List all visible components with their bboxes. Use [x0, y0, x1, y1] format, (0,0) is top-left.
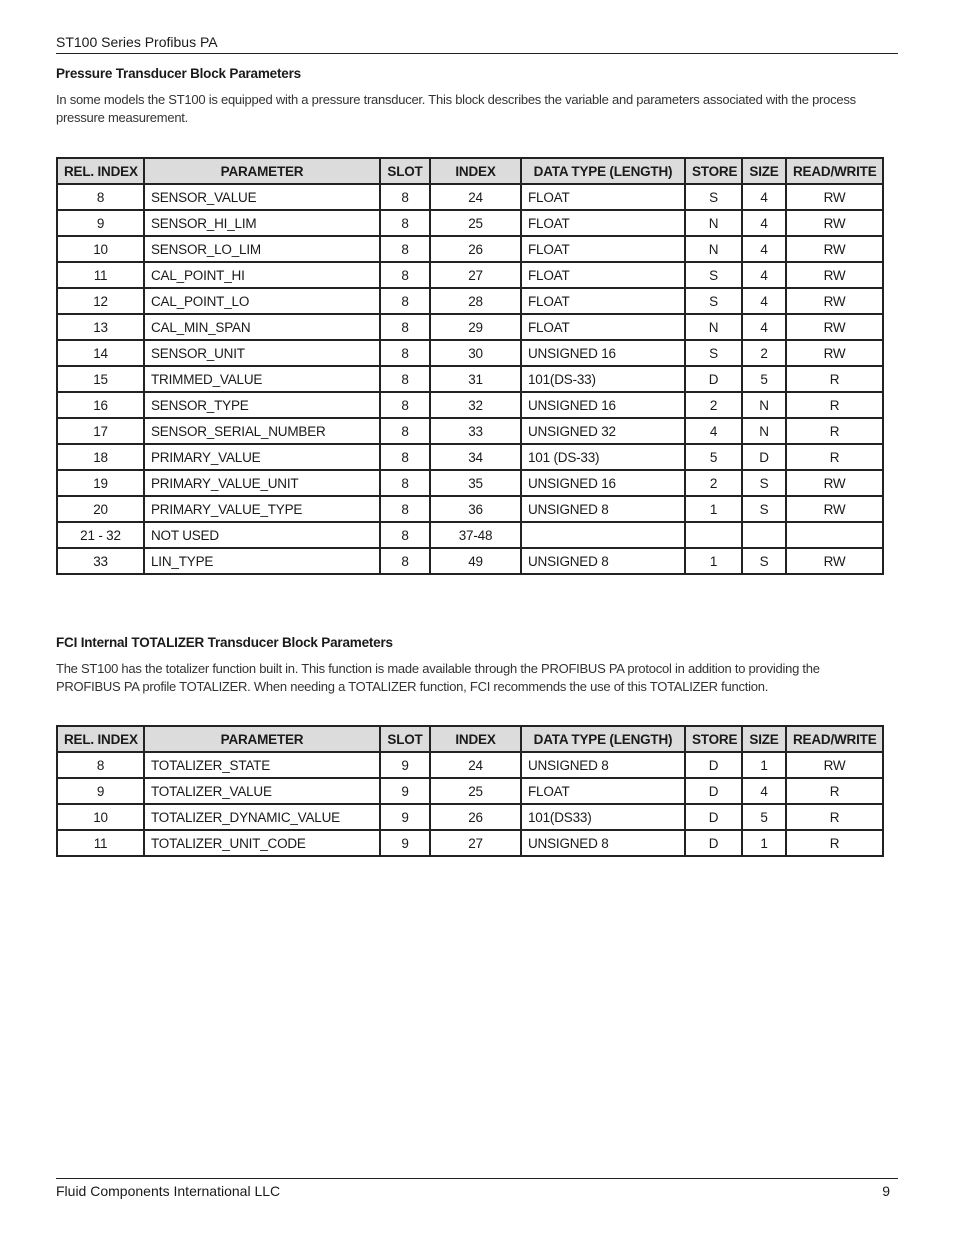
column-header-parameter: PARAMETER [144, 726, 380, 752]
cell-rel-index: 13 [57, 314, 144, 340]
cell-slot: 8 [380, 236, 430, 262]
cell-data-type: 101 (DS-33) [521, 444, 685, 470]
cell-store: N [685, 314, 742, 340]
cell-size: 4 [742, 778, 786, 804]
section-title-totalizer: FCI Internal TOTALIZER Transducer Block Parameters [56, 635, 393, 650]
cell-parameter: SENSOR_VALUE [144, 184, 380, 210]
cell-size: 1 [742, 830, 786, 856]
cell-rel-index: 8 [57, 752, 144, 778]
column-header-size: SIZE [742, 726, 786, 752]
cell-rel-index: 20 [57, 496, 144, 522]
table-row [57, 340, 883, 366]
cell-read-write: R [786, 418, 883, 444]
cell-size: 4 [742, 210, 786, 236]
column-header-read-write: READ/WRITE [786, 158, 883, 184]
cell-store: 2 [685, 470, 742, 496]
column-header-data-type: DATA TYPE (LENGTH) [521, 158, 685, 184]
column-header-read-write: READ/WRITE [786, 726, 883, 752]
column-header-parameter: PARAMETER [144, 158, 380, 184]
cell-parameter: TOTALIZER_STATE [144, 752, 380, 778]
column-header-rel-index: REL. INDEX [57, 158, 144, 184]
cell-size: N [742, 418, 786, 444]
column-header-store: STORE [685, 158, 742, 184]
cell-index: 33 [430, 418, 521, 444]
cell-size: S [742, 470, 786, 496]
cell-index: 35 [430, 470, 521, 496]
cell-rel-index: 33 [57, 548, 144, 574]
cell-store: N [685, 236, 742, 262]
cell-rel-index: 9 [57, 778, 144, 804]
cell-size: 4 [742, 184, 786, 210]
cell-read-write: RW [786, 236, 883, 262]
cell-parameter: SENSOR_HI_LIM [144, 210, 380, 236]
cell-read-write: RW [786, 210, 883, 236]
cell-index: 49 [430, 548, 521, 574]
cell-read-write: RW [786, 548, 883, 574]
cell-slot: 8 [380, 522, 430, 548]
cell-index: 25 [430, 210, 521, 236]
cell-index: 26 [430, 236, 521, 262]
cell-rel-index: 18 [57, 444, 144, 470]
column-header-data-type: DATA TYPE (LENGTH) [521, 726, 685, 752]
cell-read-write: RW [786, 340, 883, 366]
cell-rel-index: 10 [57, 236, 144, 262]
cell-read-write: RW [786, 752, 883, 778]
cell-slot: 8 [380, 444, 430, 470]
cell-rel-index: 10 [57, 804, 144, 830]
table-row [57, 778, 883, 804]
table-row [57, 418, 883, 444]
cell-slot: 9 [380, 804, 430, 830]
cell-read-write: RW [786, 262, 883, 288]
table-row [57, 804, 883, 830]
cell-index: 27 [430, 262, 521, 288]
cell-index: 24 [430, 184, 521, 210]
cell-slot: 9 [380, 778, 430, 804]
cell-index: 25 [430, 778, 521, 804]
cell-rel-index: 11 [57, 262, 144, 288]
cell-data-type: UNSIGNED 32 [521, 418, 685, 444]
cell-parameter: TOTALIZER_UNIT_CODE [144, 830, 380, 856]
cell-rel-index: 11 [57, 830, 144, 856]
cell-size: 4 [742, 288, 786, 314]
cell-rel-index: 16 [57, 392, 144, 418]
cell-store: D [685, 778, 742, 804]
cell-read-write: R [786, 778, 883, 804]
table-row [57, 262, 883, 288]
totalizer-parameters-table [56, 725, 884, 857]
table-row [57, 752, 883, 778]
cell-read-write: RW [786, 314, 883, 340]
cell-slot: 8 [380, 548, 430, 574]
cell-index: 27 [430, 830, 521, 856]
cell-index: 30 [430, 340, 521, 366]
cell-size: 1 [742, 752, 786, 778]
column-header-index: INDEX [430, 158, 521, 184]
cell-store: D [685, 830, 742, 856]
cell-size: S [742, 548, 786, 574]
cell-data-type [521, 522, 685, 548]
cell-slot: 9 [380, 830, 430, 856]
cell-read-write: R [786, 444, 883, 470]
table-row [57, 830, 883, 856]
cell-size: 4 [742, 262, 786, 288]
cell-slot: 8 [380, 366, 430, 392]
cell-index: 31 [430, 366, 521, 392]
cell-data-type: FLOAT [521, 210, 685, 236]
cell-slot: 8 [380, 184, 430, 210]
table-row [57, 184, 883, 210]
cell-read-write: RW [786, 184, 883, 210]
table-header-row [57, 726, 883, 752]
column-header-index: INDEX [430, 726, 521, 752]
cell-data-type: FLOAT [521, 314, 685, 340]
cell-size: S [742, 496, 786, 522]
cell-parameter: TOTALIZER_VALUE [144, 778, 380, 804]
cell-store: S [685, 288, 742, 314]
page-footer [56, 1178, 898, 1199]
cell-size: 4 [742, 236, 786, 262]
cell-rel-index: 19 [57, 470, 144, 496]
cell-data-type: UNSIGNED 16 [521, 340, 685, 366]
cell-index: 24 [430, 752, 521, 778]
cell-parameter: PRIMARY_VALUE_UNIT [144, 470, 380, 496]
cell-slot: 8 [380, 496, 430, 522]
cell-store: 1 [685, 496, 742, 522]
cell-slot: 8 [380, 418, 430, 444]
table-row [57, 314, 883, 340]
table-row [57, 392, 883, 418]
table-row [57, 288, 883, 314]
cell-read-write: R [786, 804, 883, 830]
cell-data-type: UNSIGNED 8 [521, 752, 685, 778]
column-header-slot: SLOT [380, 726, 430, 752]
cell-size: 4 [742, 314, 786, 340]
cell-read-write [786, 522, 883, 548]
cell-parameter: LIN_TYPE [144, 548, 380, 574]
cell-parameter: SENSOR_TYPE [144, 392, 380, 418]
cell-slot: 8 [380, 288, 430, 314]
cell-data-type: UNSIGNED 8 [521, 830, 685, 856]
cell-index: 28 [430, 288, 521, 314]
cell-size [742, 522, 786, 548]
cell-store [685, 522, 742, 548]
cell-slot: 8 [380, 340, 430, 366]
cell-parameter: PRIMARY_VALUE [144, 444, 380, 470]
cell-data-type: FLOAT [521, 778, 685, 804]
cell-store: D [685, 366, 742, 392]
cell-slot: 8 [380, 392, 430, 418]
cell-parameter: NOT USED [144, 522, 380, 548]
cell-index: 26 [430, 804, 521, 830]
cell-parameter: PRIMARY_VALUE_TYPE [144, 496, 380, 522]
section-description-pressure: In some models the ST100 is equipped with a pressure transducer. This block describes the variable and parameters associated with the process pressure measurement. [56, 92, 856, 125]
pressure-parameters-table [56, 157, 884, 575]
cell-slot: 8 [380, 262, 430, 288]
cell-store: 4 [685, 418, 742, 444]
cell-rel-index: 14 [57, 340, 144, 366]
cell-slot: 9 [380, 752, 430, 778]
cell-store: S [685, 184, 742, 210]
cell-read-write: RW [786, 470, 883, 496]
cell-read-write: R [786, 830, 883, 856]
cell-size: 2 [742, 340, 786, 366]
table-row [57, 496, 883, 522]
cell-rel-index: 21 - 32 [57, 522, 144, 548]
column-header-slot: SLOT [380, 158, 430, 184]
cell-size: N [742, 392, 786, 418]
table-row [57, 210, 883, 236]
cell-parameter: SENSOR_LO_LIM [144, 236, 380, 262]
cell-data-type: UNSIGNED 16 [521, 470, 685, 496]
table-header-row [57, 158, 883, 184]
cell-index: 29 [430, 314, 521, 340]
page-header: ST100 Series Profibus PA [56, 34, 898, 54]
table-row [57, 366, 883, 392]
cell-read-write: R [786, 392, 883, 418]
cell-data-type: 101(DS-33) [521, 366, 685, 392]
column-header-rel-index: REL. INDEX [57, 726, 144, 752]
cell-read-write: R [786, 366, 883, 392]
cell-store: D [685, 804, 742, 830]
cell-rel-index: 9 [57, 210, 144, 236]
cell-read-write: RW [786, 496, 883, 522]
cell-data-type: FLOAT [521, 184, 685, 210]
table-row [57, 236, 883, 262]
cell-store: 1 [685, 548, 742, 574]
cell-slot: 8 [380, 470, 430, 496]
cell-parameter: TRIMMED_VALUE [144, 366, 380, 392]
cell-data-type: UNSIGNED 8 [521, 548, 685, 574]
cell-rel-index: 12 [57, 288, 144, 314]
cell-data-type: UNSIGNED 8 [521, 496, 685, 522]
cell-store: S [685, 262, 742, 288]
cell-parameter: CAL_POINT_HI [144, 262, 380, 288]
cell-data-type: UNSIGNED 16 [521, 392, 685, 418]
cell-store: 5 [685, 444, 742, 470]
table-row [57, 444, 883, 470]
cell-parameter: SENSOR_SERIAL_NUMBER [144, 418, 380, 444]
cell-parameter: CAL_MIN_SPAN [144, 314, 380, 340]
cell-index: 34 [430, 444, 521, 470]
cell-store: N [685, 210, 742, 236]
cell-slot: 8 [380, 210, 430, 236]
footer-company: Fluid Components International LLC [56, 1183, 281, 1199]
cell-read-write: RW [786, 288, 883, 314]
cell-rel-index: 8 [57, 184, 144, 210]
cell-store: D [685, 752, 742, 778]
cell-data-type: 101(DS33) [521, 804, 685, 830]
cell-size: 5 [742, 366, 786, 392]
cell-data-type: FLOAT [521, 236, 685, 262]
cell-index: 37-48 [430, 522, 521, 548]
cell-slot: 8 [380, 314, 430, 340]
column-header-size: SIZE [742, 158, 786, 184]
column-header-store: STORE [685, 726, 742, 752]
cell-parameter: SENSOR_UNIT [144, 340, 380, 366]
page-number: 9 [882, 1183, 890, 1199]
cell-store: 2 [685, 392, 742, 418]
table-row [57, 470, 883, 496]
cell-store: S [685, 340, 742, 366]
cell-parameter: CAL_POINT_LO [144, 288, 380, 314]
cell-parameter: TOTALIZER_DYNAMIC_VALUE [144, 804, 380, 830]
cell-size: D [742, 444, 786, 470]
section-title-pressure: Pressure Transducer Block Parameters [56, 66, 301, 81]
cell-size: 5 [742, 804, 786, 830]
cell-rel-index: 17 [57, 418, 144, 444]
cell-data-type: FLOAT [521, 288, 685, 314]
section-description-totalizer: The ST100 has the totalizer function built in. This function is made available through the PROFIBUS PA protocol in addition to providing the PROFIBUS PA profile TOTALIZER. When needing a TOTALIZER function, FCI recommends the use of this TOTALIZER function. [56, 661, 820, 694]
table-row [57, 522, 883, 548]
cell-index: 32 [430, 392, 521, 418]
cell-data-type: FLOAT [521, 262, 685, 288]
cell-index: 36 [430, 496, 521, 522]
table-row [57, 548, 883, 574]
cell-rel-index: 15 [57, 366, 144, 392]
